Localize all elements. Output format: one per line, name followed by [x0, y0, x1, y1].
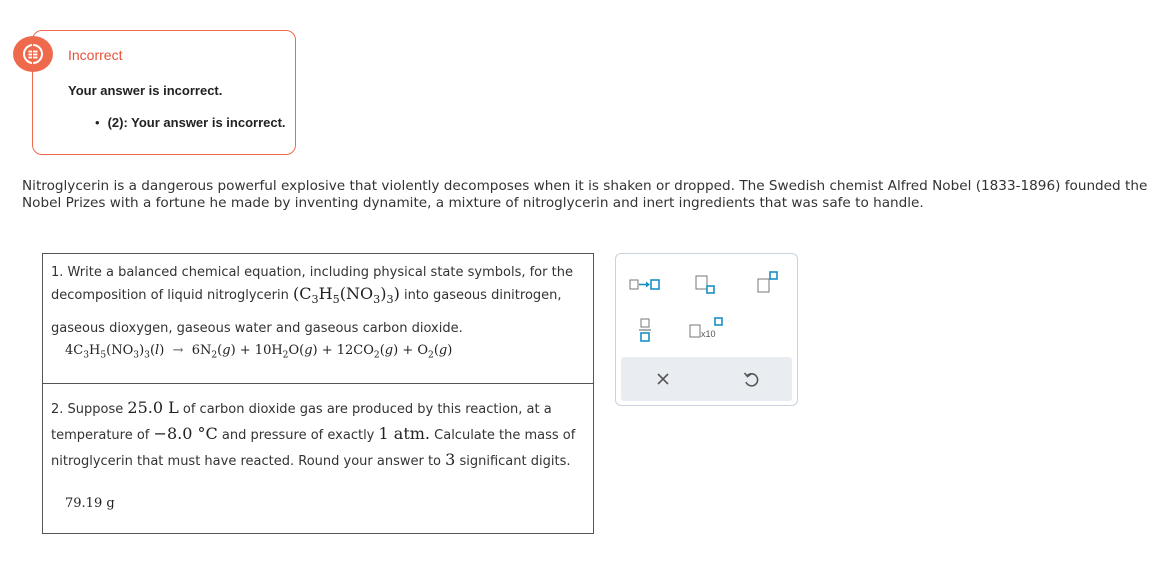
feedback-message: Your answer is incorrect.: [68, 83, 223, 98]
question-1: [51, 262, 587, 339]
tool-action-bar: [621, 357, 792, 401]
feedback-title: Incorrect: [68, 47, 123, 63]
feedback-bullet: • (2): Your answer is incorrect.: [95, 115, 286, 130]
nitroglycerin-formula: $(C_3H_5(NO_3)_3)$: [293, 284, 400, 307]
problem-intro: Nitroglycerin is a dangerous powerful explosive that violently decomposes when it is shaken or dropped. The Swedish chemist Alfred Nobel (1833-1896) founded the Nobel Prizes with a fortune he made by inventing dynamite, a mixture of nitroglycerin and inert ingredients that was safe to handle.: [22, 178, 1148, 211]
undo-icon: [742, 370, 760, 388]
fraction-button[interactable]: [626, 314, 666, 348]
feedback-bullet-text: (2): Your answer is incorrect.: [107, 115, 286, 130]
undo-button[interactable]: [721, 357, 781, 401]
answer-field[interactable]: 79.19 g: [65, 496, 115, 511]
superscript-button[interactable]: [750, 268, 790, 302]
sig-figs-value: 3: [445, 450, 456, 469]
question-1-line3: gaseous dioxygen, gaseous water and gaseous carbon dioxide.: [51, 321, 463, 337]
feedback-box: [32, 30, 296, 155]
question-1-text-before: decomposition of liquid nitroglycerin: [51, 288, 289, 303]
scientific-notation-button[interactable]: [688, 314, 728, 348]
answer-tool-palette: [615, 253, 798, 406]
question-1-text-after: into gaseous dinitrogen,: [403, 288, 562, 303]
svg-text:x10: x10: [701, 329, 716, 339]
subscript-button[interactable]: [688, 268, 728, 302]
balanced-equation: $4C_3H_5(NO_3)_3(l) \to 6N_2(g) + 10H_2O(g) + 12CO_2(g) + O_2(g)$: [65, 343, 453, 361]
question-box: [42, 253, 594, 534]
reaction-arrow-button[interactable]: [626, 268, 666, 302]
clear-button[interactable]: [633, 357, 693, 401]
temperature-value: −8.0 °C: [153, 424, 218, 443]
question-divider: [43, 383, 593, 384]
question-2: 2. Suppose 25.0 L of carbon dioxide gas are produced by this reaction, at a temperature of −8.0 °C and pressure of exactly 1 atm. Calculate the mass of nitroglycerin that must have reacted. Round your answer to 3 significant digits.: [51, 398, 576, 469]
pressure-value: 1 atm.: [378, 424, 431, 443]
co2-volume: 25.0 L: [127, 398, 179, 417]
question-1-line1: 1. Write a balanced chemical equation, including physical state symbols, for the: [51, 265, 573, 280]
close-icon: [655, 371, 671, 387]
